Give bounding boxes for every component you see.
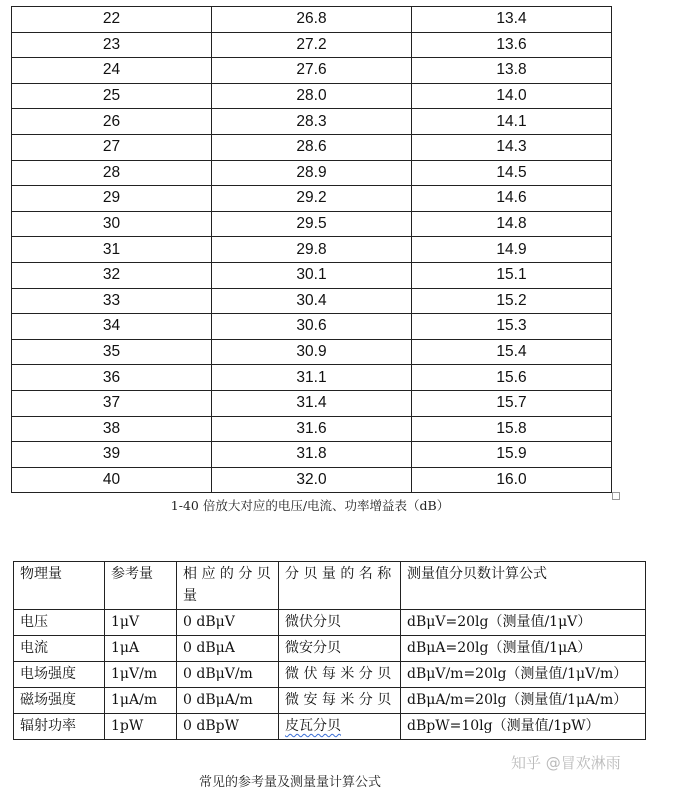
- reference-cell: 1μV: [105, 610, 177, 636]
- db-value-cell: 0 dBμV: [177, 610, 279, 636]
- table-row: [12, 109, 612, 135]
- formula-cell: dBμV/m=20lg（测量值/1μV/m）: [401, 662, 646, 688]
- voltage-gain-cell: 29.8: [212, 237, 412, 263]
- watermark: 知乎 @冒欢淋雨: [511, 754, 621, 772]
- table-row: [14, 610, 646, 636]
- reference-table-header-row: [14, 562, 646, 610]
- voltage-gain-cell: 30.1: [212, 262, 412, 288]
- header-cell-db-value: 相 应 的 分 贝量: [177, 562, 279, 610]
- formula-cell: dBμV=20lg（测量值/1μV）: [401, 610, 646, 636]
- voltage-gain-cell: 28.0: [212, 83, 412, 109]
- formula-cell: dBμA/m=20lg（测量值/1μA/m）: [401, 688, 646, 714]
- multiplier-cell: 22: [12, 7, 212, 33]
- multiplier-cell: 33: [12, 288, 212, 314]
- power-gain-cell: 14.6: [412, 186, 612, 212]
- table-row: [12, 7, 612, 33]
- table-row: [12, 58, 612, 84]
- multiplier-cell: 25: [12, 83, 212, 109]
- voltage-gain-cell: 29.5: [212, 211, 412, 237]
- table-row: [14, 662, 646, 688]
- table-row: [12, 134, 612, 160]
- voltage-gain-cell: 27.6: [212, 58, 412, 84]
- voltage-gain-cell: 31.4: [212, 390, 412, 416]
- power-gain-cell: 14.3: [412, 134, 612, 160]
- table-row: [12, 339, 612, 365]
- multiplier-cell: 31: [12, 237, 212, 263]
- voltage-gain-cell: 31.8: [212, 442, 412, 468]
- quantity-cell: 磁场强度: [14, 688, 105, 714]
- table-row: [12, 390, 612, 416]
- quantity-cell: 电压: [14, 610, 105, 636]
- table-row: [12, 186, 612, 212]
- multiplier-cell: 38: [12, 416, 212, 442]
- multiplier-cell: 40: [12, 467, 212, 493]
- multiplier-cell: 28: [12, 160, 212, 186]
- power-gain-cell: 15.8: [412, 416, 612, 442]
- power-gain-cell: 14.9: [412, 237, 612, 263]
- voltage-gain-cell: 27.2: [212, 32, 412, 58]
- power-gain-cell: 15.1: [412, 262, 612, 288]
- table-row: [12, 160, 612, 186]
- voltage-gain-cell: 28.3: [212, 109, 412, 135]
- header-cell-db-name: 分 贝 量 的 名 称: [279, 562, 401, 610]
- voltage-gain-cell: 30.9: [212, 339, 412, 365]
- reference-cell: 1μA: [105, 636, 177, 662]
- power-gain-cell: 15.7: [412, 390, 612, 416]
- power-gain-cell: 14.1: [412, 109, 612, 135]
- power-gain-cell: 14.0: [412, 83, 612, 109]
- voltage-gain-cell: 28.9: [212, 160, 412, 186]
- power-gain-cell: 15.6: [412, 365, 612, 391]
- power-gain-cell: 15.4: [412, 339, 612, 365]
- multiplier-cell: 30: [12, 211, 212, 237]
- table-row: [14, 714, 646, 740]
- multiplier-cell: 35: [12, 339, 212, 365]
- table-row: [14, 636, 646, 662]
- table-row: [12, 365, 612, 391]
- formula-cell: dBpW=10lg（测量值/1pW）: [401, 714, 646, 740]
- voltage-gain-cell: 29.2: [212, 186, 412, 212]
- power-gain-cell: 13.6: [412, 32, 612, 58]
- table-row: [14, 688, 646, 714]
- reference-cell: 1μV/m: [105, 662, 177, 688]
- reference-cell: 1pW: [105, 714, 177, 740]
- voltage-gain-cell: 32.0: [212, 467, 412, 493]
- gain-table-caption: 1-40 倍放大对应的电压/电流、功率增益表（dB）: [170, 498, 450, 513]
- reference-table-caption: 常见的参考量及测量量计算公式: [199, 775, 382, 790]
- table-row: [12, 442, 612, 468]
- db-value-cell: 0 dBμA/m: [177, 688, 279, 714]
- reference-cell: 1μA/m: [105, 688, 177, 714]
- table-row: [12, 237, 612, 263]
- db-value-cell: 0 dBμV/m: [177, 662, 279, 688]
- power-gain-cell: 16.0: [412, 467, 612, 493]
- gain-table: [11, 6, 612, 493]
- db-name-cell: 微 安 每 米 分 贝: [279, 688, 401, 714]
- multiplier-cell: 39: [12, 442, 212, 468]
- table-row: [12, 288, 612, 314]
- table-row: [12, 416, 612, 442]
- db-value-cell: 0 dBpW: [177, 714, 279, 740]
- power-gain-cell: 13.8: [412, 58, 612, 84]
- multiplier-cell: 32: [12, 262, 212, 288]
- table-row: [12, 211, 612, 237]
- multiplier-cell: 23: [12, 32, 212, 58]
- db-name-cell: [279, 714, 401, 740]
- db-name-cell: 微伏分贝: [279, 610, 401, 636]
- quantity-cell: 辐射功率: [14, 714, 105, 740]
- voltage-gain-cell: 28.6: [212, 134, 412, 160]
- header-cell-reference: 参考量: [105, 562, 177, 610]
- power-gain-cell: 14.5: [412, 160, 612, 186]
- power-gain-cell: 14.8: [412, 211, 612, 237]
- power-gain-cell: 15.2: [412, 288, 612, 314]
- reference-table: [13, 561, 646, 740]
- table-row: [12, 314, 612, 340]
- voltage-gain-cell: 30.6: [212, 314, 412, 340]
- voltage-gain-cell: 30.4: [212, 288, 412, 314]
- power-gain-cell: 15.9: [412, 442, 612, 468]
- quantity-cell: 电流: [14, 636, 105, 662]
- voltage-gain-cell: 31.6: [212, 416, 412, 442]
- formula-cell: dBμA=20lg（测量值/1μA）: [401, 636, 646, 662]
- header-cell-formula: 测量值分贝数计算公式: [401, 562, 646, 610]
- power-gain-cell: 15.3: [412, 314, 612, 340]
- quantity-cell: 电场强度: [14, 662, 105, 688]
- multiplier-cell: 36: [12, 365, 212, 391]
- db-value-cell: 0 dBμA: [177, 636, 279, 662]
- multiplier-cell: 34: [12, 314, 212, 340]
- voltage-gain-cell: 26.8: [212, 7, 412, 33]
- multiplier-cell: 24: [12, 58, 212, 84]
- table-row: [12, 262, 612, 288]
- multiplier-cell: 29: [12, 186, 212, 212]
- multiplier-cell: 37: [12, 390, 212, 416]
- gain-table-body: [12, 7, 612, 493]
- multiplier-cell: 26: [12, 109, 212, 135]
- header-cell-quantity: 物理量: [14, 562, 105, 610]
- power-gain-cell: 13.4: [412, 7, 612, 33]
- voltage-gain-cell: 31.1: [212, 365, 412, 391]
- db-name-cell: 微 伏 每 米 分 贝: [279, 662, 401, 688]
- db-name-cell: 微安分贝: [279, 636, 401, 662]
- table-row: [12, 32, 612, 58]
- table-row: [12, 467, 612, 493]
- multiplier-cell: 27: [12, 134, 212, 160]
- spellcheck-underlined-text: 皮瓦分贝: [285, 718, 341, 734]
- table-row: [12, 83, 612, 109]
